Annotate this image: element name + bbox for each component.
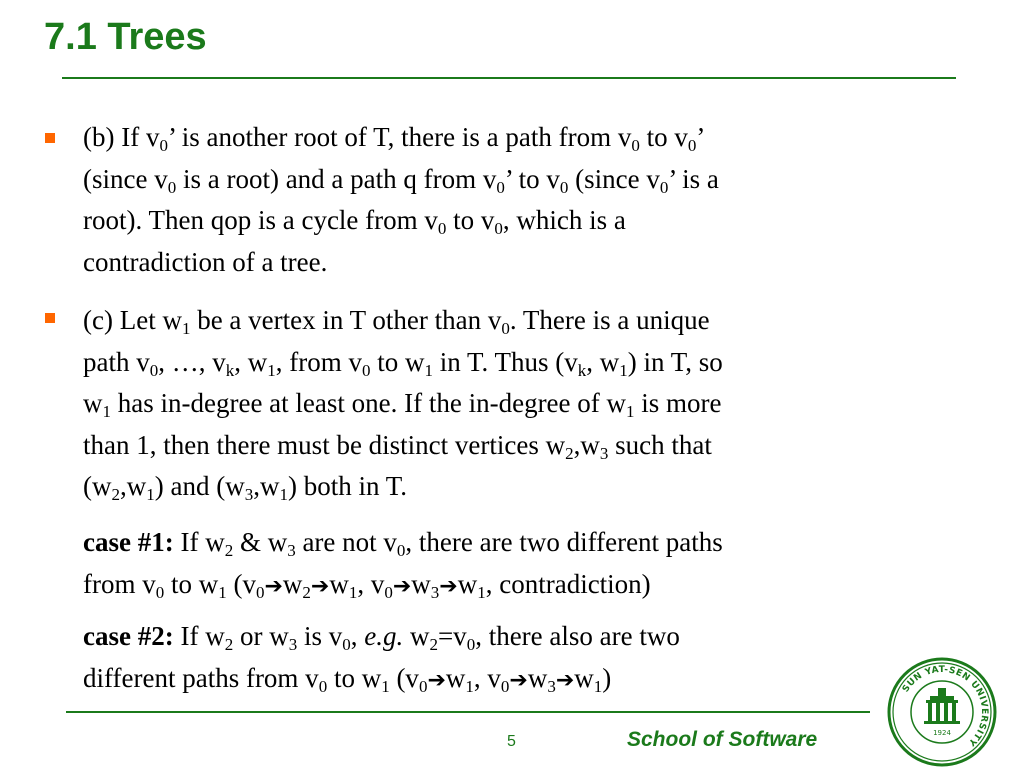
bullet-b-text: (b) If $v_0$’ is another root of T, there is a path from $v_0$ to $v_0$’ (since $v_0$ is a root) and a path q from $v_0$’ to $v_0$ (since $v_0$’ is a root). Then qop is a cycle from $v_0$ to $v_0$, which is a contradiction of a tree. xyxy=(83,122,719,277)
case-1-label: case #1: xyxy=(83,527,174,557)
arrow-icon: ➔ xyxy=(439,573,458,599)
footer-divider xyxy=(66,711,870,713)
case-2-text: case #2: If $w_2$ or $w_3$ is $v_0$, e.g. $w_2=v_0$, there also are two different paths from $v_0$ to $w_1$ ($v_0➔w_1$, $v_0➔w_3➔w_1$) xyxy=(83,616,953,701)
arrow-icon: ➔ xyxy=(555,667,575,693)
arrow-icon: ➔ xyxy=(264,573,283,599)
arrow-icon: ➔ xyxy=(310,573,330,599)
arrow-icon: ➔ xyxy=(509,667,528,693)
bullet-marker-c xyxy=(45,313,55,323)
footer-school-name: School of Software xyxy=(627,728,818,751)
arrow-icon: ➔ xyxy=(392,573,412,599)
bullet-c-text: (c) Let $w_1$ be a vertex in T other than $v_0$. There is a unique path $v_0$, …, $v_k$, $w_1$, from $v_0$ to $w_1$ in T. Thus ($v_k$, $w_1$) in T, so $w_1$ has in-degree at least one. If the in-degree of $w_1$ is more than 1, then there must be distinct vertices $w_2,w_3$ such that $(w_2,w_1)$ and $(w_3,w_1)$ both in T. xyxy=(83,305,723,504)
case-1-text: case #1: If $w_2$ & $w_3$ are not $v_0$, there are two different paths from $v_0$ to $w_1$ ($v_0➔w_2➔w_1$, $v_0➔w_3➔w_1$, contradiction) xyxy=(83,522,953,607)
case-2-label: case #2: xyxy=(83,621,174,651)
slide-title: 7.1 Trees xyxy=(44,16,207,58)
arrow-icon: ➔ xyxy=(427,667,446,693)
page-number: 5 xyxy=(507,733,516,750)
logo-year: 1924 xyxy=(933,729,951,737)
bullet-marker-b xyxy=(45,133,55,143)
university-logo xyxy=(886,656,998,768)
logo-ring-text: SUN YAT-SEN UNIVERSITY xyxy=(901,664,990,748)
title-divider xyxy=(62,77,956,79)
